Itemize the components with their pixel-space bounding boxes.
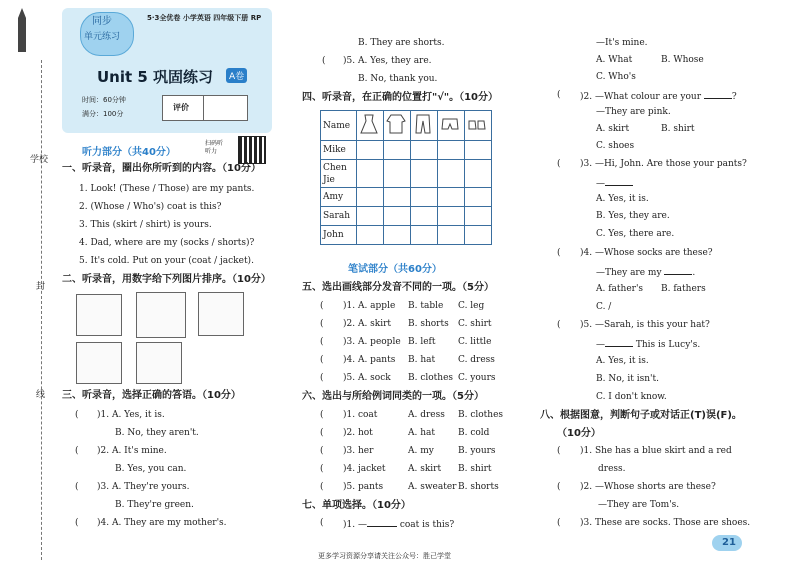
q6-4b: A. skirt bbox=[408, 464, 442, 474]
q7-title: 七、单项选择。（10分） bbox=[302, 500, 411, 511]
q3-item-3b: B. They're green. bbox=[115, 500, 194, 510]
eval-label: 评价 bbox=[173, 103, 189, 112]
q6-3a: )3. her bbox=[343, 446, 374, 456]
q6-2c: B. cold bbox=[458, 428, 490, 438]
q8-2: )2. —Whose shorts are these? bbox=[580, 482, 716, 492]
q6-3c: B. yours bbox=[458, 446, 496, 456]
q6-1c: B. clothes bbox=[458, 410, 504, 420]
q1-item-4: 4. Dad, where are my (socks / shorts)? bbox=[79, 238, 255, 248]
q7-4-reply: —They are my . bbox=[596, 268, 696, 278]
q5-3c: C. little bbox=[458, 337, 492, 347]
q3-item-1: )1. A. Yes, it is. bbox=[97, 410, 165, 420]
q3-title: 三、听录音，选择正确的答语。（10分） bbox=[62, 390, 241, 401]
q3-item-3: )3. A. They're yours. bbox=[97, 482, 190, 492]
q7-3-reply: — bbox=[596, 177, 633, 190]
q7-1a: A. What bbox=[596, 55, 633, 65]
q7-3: )3. —Hi, John. Are those your pants? bbox=[580, 159, 747, 169]
q7-1: )1. — coat is this? bbox=[343, 520, 455, 530]
q5-2c: C. shirt bbox=[458, 319, 492, 329]
picture-3 bbox=[198, 292, 244, 336]
q6-1a: )1. coat bbox=[343, 410, 378, 420]
picture-5 bbox=[136, 342, 182, 384]
q6-1b: A. dress bbox=[408, 410, 445, 420]
q3-item-5b: B. No, thank you. bbox=[358, 74, 438, 84]
q6-2a: )2. hot bbox=[343, 428, 373, 438]
q3-item-2b: B. Yes, you can. bbox=[115, 464, 187, 474]
q7-2a: A. skirt bbox=[596, 124, 630, 134]
q5-1c: C. leg bbox=[458, 301, 485, 311]
q8-3: )3. These are socks. Those are shoes. bbox=[580, 518, 751, 528]
line-label: 线 bbox=[36, 390, 46, 400]
q7-1b: B. Whose bbox=[661, 55, 704, 65]
qr-code bbox=[238, 136, 266, 164]
q7-2-reply: —They are pink. bbox=[596, 107, 671, 117]
q7-2: )2. —What colour are your ? bbox=[580, 92, 737, 102]
q5-4a: )4. A. pants bbox=[343, 355, 396, 365]
q6-4c: B. shirt bbox=[458, 464, 492, 474]
q5-1b: B. table bbox=[408, 301, 444, 311]
q3-item-1b: B. No, they aren't. bbox=[115, 428, 199, 438]
shorts-icon bbox=[438, 111, 465, 141]
q6-5c: B. shorts bbox=[458, 482, 499, 492]
version-tag: A卷 bbox=[226, 68, 247, 83]
q6-2b: A. hat bbox=[408, 428, 435, 438]
school-label: 学校 bbox=[30, 155, 49, 165]
badge-top: 同步 bbox=[92, 16, 112, 27]
q8-1b: dress. bbox=[598, 464, 626, 474]
q6-5a: )5. pants bbox=[343, 482, 384, 492]
q3-item-5: )5. A. Yes, they are. bbox=[343, 56, 432, 66]
series-label: 5·3全优卷 小学英语 四年级下册 RP bbox=[147, 14, 262, 22]
q4-col-name: Name bbox=[321, 111, 357, 141]
q7-5: )5. —Sarah, is this your hat? bbox=[580, 320, 710, 330]
footer-note: 更多学习资源分享请关注公众号：胜己学堂 bbox=[318, 552, 451, 560]
q3-item-2: )2. A. It's mine. bbox=[97, 446, 167, 456]
unit-title: Unit 5 巩固练习 bbox=[97, 68, 214, 86]
q7-4: )4. —Whose socks are these? bbox=[580, 248, 713, 258]
q4-row-2: Chen Jie bbox=[321, 160, 357, 188]
cut-line bbox=[41, 60, 42, 560]
picture-1 bbox=[76, 294, 122, 336]
picture-2 bbox=[136, 292, 186, 338]
q6-5b: A. sweater bbox=[408, 482, 457, 492]
q6-4a: )4. jacket bbox=[343, 464, 386, 474]
q7-5c: C. I don't know. bbox=[596, 392, 667, 402]
q4-row-3: Amy bbox=[321, 188, 357, 207]
q7-3c: C. Yes, there are. bbox=[596, 229, 675, 239]
q5-2b: B. shorts bbox=[408, 319, 449, 329]
q1-item-5: 5. It's cold. Put on your (coat / jacket). bbox=[79, 256, 254, 266]
q5-4b: B. hat bbox=[408, 355, 436, 365]
q1-item-1: 1. Look! (These / Those) are my pants. bbox=[79, 184, 255, 194]
q7-4b: B. fathers bbox=[661, 284, 706, 294]
sweater-icon bbox=[384, 111, 411, 141]
q4-title: 四、听录音，在正确的位置打"√"。（10分） bbox=[302, 92, 499, 103]
q7-2b: B. shirt bbox=[661, 124, 695, 134]
listening-title: 听力部分（共40分） bbox=[82, 147, 176, 158]
q8-1: )1. She has a blue skirt and a red bbox=[580, 446, 732, 456]
q5-1a: )1. A. apple bbox=[343, 301, 396, 311]
seal-label: 封 bbox=[36, 282, 46, 292]
q5-2a: )2. A. skirt bbox=[343, 319, 392, 329]
q7-1-reply: —It's mine. bbox=[596, 38, 648, 48]
q7-5b: B. No, it isn't. bbox=[596, 374, 659, 384]
q1-item-3: 3. This (skirt / shirt) is yours. bbox=[79, 220, 212, 230]
page-number: 21 bbox=[722, 537, 736, 548]
dress-icon bbox=[357, 111, 384, 141]
q3-item-4b: B. They are shorts. bbox=[358, 38, 445, 48]
q2-title: 二、听录音，用数字给下列图片排序。（10分） bbox=[62, 274, 271, 285]
shoes-icon bbox=[465, 111, 492, 141]
q1-title: 一、听录音，圈出你所听到的内容。（10分） bbox=[62, 163, 261, 174]
q4-table bbox=[320, 110, 492, 245]
q7-5-reply: — This is Lucy's. bbox=[596, 340, 701, 350]
score-label: 满分：100分 bbox=[82, 110, 124, 118]
q5-5c: C. yours bbox=[458, 373, 496, 383]
q7-4a: A. father's bbox=[596, 284, 644, 294]
q5-3a: )3. A. people bbox=[343, 337, 401, 347]
writing-title: 笔试部分（共60分） bbox=[348, 264, 442, 275]
q7-2c: C. shoes bbox=[596, 141, 635, 151]
binding-margin bbox=[0, 0, 52, 565]
q1-item-2: 2. (Whose / Who's) coat is this? bbox=[79, 202, 222, 212]
picture-4 bbox=[76, 342, 122, 384]
q5-title: 五、选出画线部分发音不同的一项。（5分） bbox=[302, 282, 494, 293]
q4-row-1: Mike bbox=[321, 141, 357, 160]
q5-5a: )5. A. sock bbox=[343, 373, 391, 383]
q5-4c: C. dress bbox=[458, 355, 495, 365]
q5-3b: B. left bbox=[408, 337, 436, 347]
badge-bottom: 单元练习 bbox=[84, 32, 121, 42]
q4-row-5: John bbox=[321, 226, 357, 245]
q4-row-4: Sarah bbox=[321, 207, 357, 226]
pants-icon bbox=[411, 111, 438, 141]
q7-3a: A. Yes, it is. bbox=[596, 194, 649, 204]
pencil-icon bbox=[18, 8, 26, 52]
q5-5b: B. clothes bbox=[408, 373, 454, 383]
q7-1c: C. Who's bbox=[596, 72, 636, 82]
q6-3b: A. my bbox=[408, 446, 434, 456]
qr-label: 扫码听听力 bbox=[205, 140, 224, 155]
q8-2b: —They are Tom's. bbox=[598, 500, 680, 510]
q3-item-4: )4. A. They are my mother's. bbox=[97, 518, 227, 528]
q8-title: 八、根据图意，判断句子或对话正(T)误(F)。 bbox=[540, 410, 742, 421]
q7-5a: A. Yes, it is. bbox=[596, 356, 649, 366]
time-label: 时间：60分钟 bbox=[82, 96, 126, 104]
q8-points: （10分） bbox=[557, 428, 601, 439]
q7-3b: B. Yes, they are. bbox=[596, 211, 670, 221]
q6-title: 六、选出与所给例词同类的一项。（5分） bbox=[302, 391, 484, 402]
q7-4c: C. / bbox=[596, 302, 612, 312]
